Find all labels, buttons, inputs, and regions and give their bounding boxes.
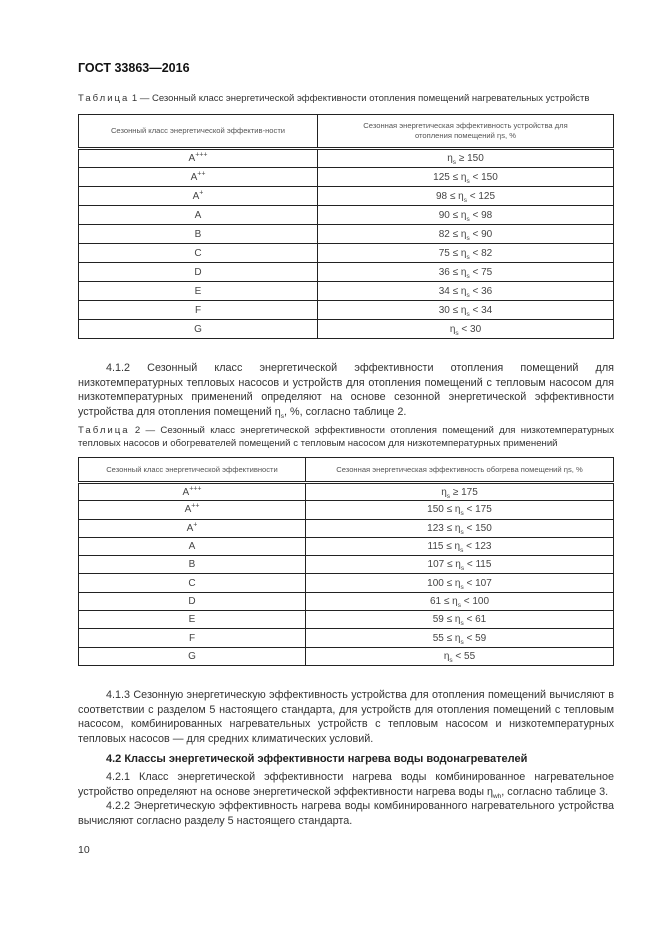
range-upper: < 30 — [458, 323, 482, 335]
table-row — [79, 501, 614, 519]
energy-class-cell — [79, 556, 306, 574]
paragraph-4-1-3 — [78, 688, 614, 746]
eta-subscript: wh — [492, 792, 502, 800]
class-letter: A — [186, 522, 194, 534]
range-lower: 36 ≤ — [438, 266, 461, 278]
table2 — [78, 457, 614, 666]
energy-class-cell — [79, 611, 306, 629]
eta-subscript: s — [457, 601, 461, 609]
range-upper: ≥ 150 — [456, 153, 484, 164]
eta-subscript: s — [466, 291, 470, 299]
energy-class-cell — [79, 629, 306, 647]
eta-subscript: s — [460, 565, 465, 573]
eta-symbol: η — [452, 595, 458, 607]
efficiency-range-cell — [306, 592, 614, 610]
eta-symbol: η — [454, 614, 461, 626]
efficiency-range-cell — [306, 611, 614, 629]
range-lower: 123 ≤ — [427, 522, 455, 534]
table-row — [79, 519, 614, 537]
eta-symbol: η — [274, 405, 281, 418]
table1-header-class — [79, 115, 318, 149]
class-plus-superscript: ++ — [191, 503, 200, 511]
table-row — [79, 168, 614, 187]
paragraph-tail: , %, согласно таблице 2. — [284, 405, 407, 418]
table-row — [79, 301, 614, 320]
range-upper: < 125 — [466, 190, 496, 202]
energy-class-cell — [79, 501, 306, 519]
class-letter: B — [188, 559, 196, 571]
eta-subscript: s — [466, 215, 470, 223]
table1-caption — [78, 92, 618, 105]
page-number: 10 — [78, 844, 90, 856]
table1-header-row — [79, 115, 614, 149]
paragraph-4-2-1 — [78, 770, 614, 799]
table2-caption-number: 2 — [134, 425, 141, 436]
range-upper: < 150 — [463, 522, 492, 534]
eta-subscript: s — [460, 583, 464, 591]
eta-symbol: η — [447, 153, 453, 164]
table2-header-row — [79, 458, 614, 483]
range-upper: < 82 — [469, 247, 493, 259]
class-letter: A — [194, 209, 202, 221]
range-lower: 115 ≤ — [427, 541, 455, 553]
eta-symbol: η — [460, 304, 467, 316]
efficiency-range-cell — [306, 537, 614, 555]
range-lower: 59 ≤ — [432, 614, 455, 626]
class-letter: A — [182, 486, 190, 498]
range-upper: < 36 — [469, 285, 493, 297]
eta-subscript: s — [466, 272, 470, 280]
header-text: Сезонная энергетическая эффективность обогрева помещений ηs, % — [336, 464, 583, 474]
range-upper: < 34 — [469, 304, 493, 316]
range-upper: < 61 — [463, 614, 487, 626]
energy-class-cell — [79, 592, 306, 610]
table-row — [79, 225, 614, 244]
class-letter: A — [190, 171, 198, 183]
eta-symbol: η — [460, 285, 467, 297]
eta-subscript: s — [446, 492, 451, 500]
table-row — [79, 282, 614, 301]
efficiency-range-cell — [318, 301, 614, 320]
energy-class-cell — [79, 647, 306, 665]
class-plus-superscript: + — [199, 189, 204, 197]
class-letter: E — [188, 614, 196, 626]
paragraph-text: 4.2.1 Класс энергетической эффективности нагрева воды комбинированное нагревательное устройство определяют на основе энергетической эффективности нагрева воды — [78, 771, 614, 798]
table-row — [79, 483, 614, 501]
eta-subscript: s — [460, 528, 464, 536]
class-letter: A — [188, 541, 196, 553]
range-lower: 98 ≤ — [435, 190, 459, 202]
range-upper: < 90 — [469, 228, 493, 240]
class-letter: F — [188, 632, 196, 644]
table1-caption-text: — Сезонный класс энергетической эффективности отопления помещений нагревательных устройств — [137, 93, 590, 104]
efficiency-range-cell — [318, 244, 614, 263]
energy-class-cell — [79, 519, 306, 537]
eta-subscript: s — [460, 510, 464, 518]
table1 — [78, 114, 614, 339]
class-letter: C — [188, 577, 196, 589]
range-lower: 150 ≤ — [427, 504, 455, 516]
range-upper: < 75 — [469, 266, 493, 278]
range-lower: 34 ≤ — [438, 285, 461, 297]
range-upper: ≥ 175 — [450, 486, 478, 498]
eta-subscript: s — [460, 547, 464, 555]
class-letter: G — [194, 323, 202, 335]
table-row — [79, 263, 614, 282]
table2-header-efficiency — [306, 458, 614, 483]
table2-header-class — [79, 458, 306, 483]
efficiency-range-cell — [306, 556, 614, 574]
efficiency-range-cell — [306, 483, 614, 501]
paragraph-4-1-2 — [78, 361, 614, 419]
class-letter: D — [188, 595, 196, 607]
table2-caption-text: — Сезонный класс энергетической эффективности отопления помещений для низкотемпературных тепловых насосов и обогревателей помещений с тепловым насосом для низкотемпературных применений — [78, 425, 614, 449]
table1-caption-label: Таблица — [78, 93, 130, 104]
class-letter: A — [188, 153, 196, 164]
efficiency-range-cell — [306, 629, 614, 647]
range-upper: < 107 — [463, 577, 492, 589]
table-row — [79, 320, 614, 339]
eta-symbol: η — [449, 323, 456, 335]
table-row — [79, 556, 614, 574]
efficiency-range-cell — [318, 206, 614, 225]
eta-symbol: η — [455, 559, 461, 571]
range-upper: < 115 — [464, 559, 492, 571]
class-letter: A — [192, 190, 200, 202]
class-plus-superscript: ++ — [197, 170, 206, 178]
table2-caption-label: Таблица — [78, 425, 130, 436]
efficiency-range-cell — [318, 320, 614, 339]
range-lower: 30 ≤ — [438, 304, 461, 316]
eta-symbol: η — [486, 785, 493, 798]
table2-caption — [78, 424, 614, 450]
table-row — [79, 244, 614, 263]
eta-subscript: s — [466, 177, 470, 185]
table-row — [79, 149, 614, 168]
eta-subscript: s — [460, 620, 464, 628]
eta-symbol: η — [460, 247, 467, 259]
eta-subscript: s — [452, 159, 457, 166]
energy-class-cell — [79, 149, 318, 168]
class-letter: B — [194, 228, 202, 240]
energy-class-cell — [79, 574, 306, 592]
paragraph-text: 4.1.3 Сезонную энергетическую эффективность устройства для отопления помещений вычисляют в соответствии с разделом 5 настоящего стандарта, для устройств для отопления помещений с тепловым насосом, комбинированных нагревательных устройств с тепловым насосом и низкотемпературных тепловых насосов — для средних климатических условий. — [78, 689, 614, 745]
table-row — [79, 611, 614, 629]
paragraph-tail: , согласно таблице 3. — [501, 785, 609, 798]
header-text: Сезонная энергетическая эффективность устройства для отопления помещений ηs, % — [363, 121, 568, 140]
efficiency-range-cell — [306, 501, 614, 519]
efficiency-range-cell — [318, 263, 614, 282]
class-plus-superscript: +++ — [195, 151, 208, 159]
table-row — [79, 647, 614, 665]
range-lower: 75 ≤ — [438, 247, 461, 259]
eta-subscript: s — [460, 638, 464, 646]
energy-class-cell — [79, 537, 306, 555]
range-upper: < 100 — [460, 595, 490, 607]
eta-subscript: s — [455, 329, 459, 337]
range-lower: 107 ≤ — [427, 559, 456, 571]
range-upper: < 175 — [463, 504, 492, 516]
eta-subscript: s — [466, 253, 470, 261]
efficiency-range-cell — [318, 149, 614, 168]
efficiency-range-cell — [318, 282, 614, 301]
eta-symbol: η — [454, 522, 461, 534]
paragraph-text: 4.1.2 Сезонный класс энергетической эффективности отопления помещений для низкотемпературных тепловых насосов и устройств для отопления помещений с тепловым насосом для низкотемпературных применений определяют на основе сезонной энергетической эффективности устройства для отопления помещений — [78, 362, 614, 418]
class-letter: D — [194, 266, 202, 278]
table-row — [79, 537, 614, 555]
section-4-2-heading: 4.2 Классы энергетической эффективности нагрева воды водонагревателей — [106, 753, 528, 765]
eta-symbol: η — [441, 486, 447, 498]
eta-symbol: η — [454, 577, 461, 589]
table-row — [79, 574, 614, 592]
table1-header-efficiency — [318, 115, 614, 149]
range-lower: 90 ≤ — [438, 209, 461, 221]
paragraph-4-2-2 — [78, 799, 614, 828]
table-row — [79, 629, 614, 647]
energy-class-cell — [79, 244, 318, 263]
class-letter: E — [194, 285, 202, 297]
table-row — [79, 206, 614, 225]
energy-class-cell — [79, 301, 318, 320]
efficiency-range-cell — [318, 225, 614, 244]
energy-class-cell — [79, 483, 306, 501]
range-lower: 100 ≤ — [427, 577, 455, 589]
energy-class-cell — [79, 187, 318, 206]
eta-symbol: η — [460, 228, 467, 240]
range-lower: 61 ≤ — [429, 595, 453, 607]
class-plus-superscript: +++ — [189, 485, 202, 493]
table-row — [79, 592, 614, 610]
efficiency-range-cell — [318, 187, 614, 206]
eta-subscript: s — [466, 234, 470, 242]
eta-symbol: η — [460, 209, 467, 221]
efficiency-range-cell — [306, 519, 614, 537]
paragraph-text: 4.2.2 Энергетическую эффективность нагрева воды комбинированного нагревательного устройства вычисляют согласно разделу 5 настоящего стандарта. — [78, 800, 614, 827]
eta-subscript: s — [463, 196, 467, 204]
energy-class-cell — [79, 206, 318, 225]
energy-class-cell — [79, 168, 318, 187]
range-lower: 125 ≤ — [433, 171, 461, 183]
header-text: Сезонный класс энергетической эффективности — [106, 464, 278, 474]
eta-symbol: η — [454, 541, 461, 553]
range-upper: < 59 — [463, 632, 487, 644]
eta-subscript: s — [449, 656, 453, 664]
class-letter: F — [194, 304, 202, 316]
eta-subscript: s — [466, 310, 470, 318]
efficiency-range-cell — [306, 647, 614, 665]
range-upper: < 150 — [469, 171, 498, 183]
eta-symbol: η — [460, 171, 467, 183]
class-letter: C — [194, 247, 202, 259]
eta-symbol: η — [454, 504, 461, 516]
range-lower: 82 ≤ — [438, 228, 461, 240]
range-lower: 55 ≤ — [432, 632, 455, 644]
eta-symbol: η — [460, 266, 467, 278]
energy-class-cell — [79, 282, 318, 301]
class-letter: A — [184, 504, 192, 516]
table1-caption-number: 1 — [131, 93, 138, 104]
efficiency-range-cell — [306, 574, 614, 592]
efficiency-range-cell — [318, 168, 614, 187]
eta-subscript: s — [280, 412, 284, 420]
range-upper: < 98 — [469, 209, 493, 221]
table-row — [79, 187, 614, 206]
energy-class-cell — [79, 320, 318, 339]
eta-symbol: η — [443, 650, 450, 662]
energy-class-cell — [79, 225, 318, 244]
header-text: Сезонный класс энергетической эффектив-ности — [110, 126, 286, 135]
document-id: ГОСТ 33863—2016 — [78, 61, 190, 75]
range-upper: < 55 — [452, 650, 476, 662]
energy-class-cell — [79, 263, 318, 282]
eta-symbol: η — [454, 632, 461, 644]
class-plus-superscript: + — [193, 521, 198, 529]
eta-symbol: η — [458, 190, 464, 202]
range-upper: < 123 — [463, 541, 492, 553]
class-letter: G — [188, 650, 196, 662]
